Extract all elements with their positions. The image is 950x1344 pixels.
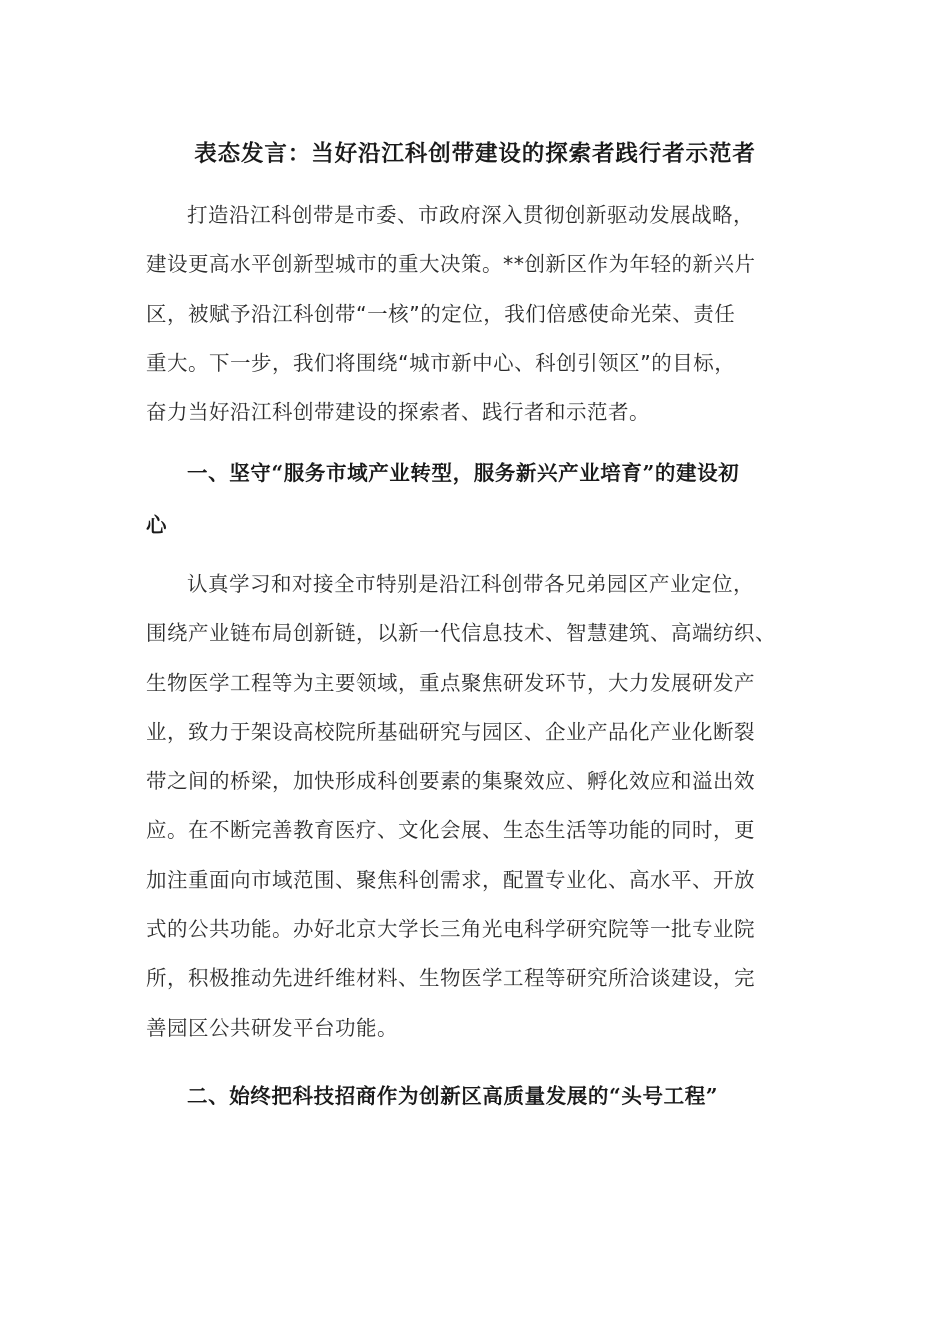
section-1-paragraph: 认真学习和对接全市特别是沿江科创带各兄弟园区产业定位， 围绕产业链布局创新链，以新一代信息技术、智慧建筑、高端纺织、 生物医学工程等为主要领域，重点聚焦研发环节，大力发展研发产 业，致力于架设高校院所基础研究与园区、企业产品化产业化断裂 带之间的桥梁，加快形成科创要素的集聚效应、孵化效应和溢出效 应。在不断完善教育医疗、文化会展、生态生活等功能的同时，更 加注重面向市域范围、聚焦科创需求，配置专业化、高水平、开放 式的公共功能。办好北京大学长三角光电科学研究院等一批专业院 所，积极推动先进纤维材料、生物医学工程等研究所洽谈建设，完 善园区公共研发平台功能。 <box>146 572 776 1040</box>
section-heading-1: 一、坚守“服务市域产业转型，服务新兴产业培育”的建设初 心 <box>146 461 740 537</box>
intro-paragraph: 打造沿江科创带是市委、市政府深入贯彻创新驱动发展战略， 建设更高水平创新型城市的重大决策。**创新区作为年轻的新兴片 区，被赋予沿江科创带“一核”的定位，我们倍感使命光荣、责任 重大。下一步，我们将围绕“城市新中心、科创引领区”的目标， 奋力当好沿江科创带建设的探索者、践行者和示范者。 <box>146 203 756 425</box>
document-title: 表态发言：当好沿江科创带建设的探索者践行者示范者 <box>194 141 756 167</box>
section-heading-2: 二、始终把科技招商作为创新区高质量发展的“头号工程” <box>187 1084 719 1108</box>
